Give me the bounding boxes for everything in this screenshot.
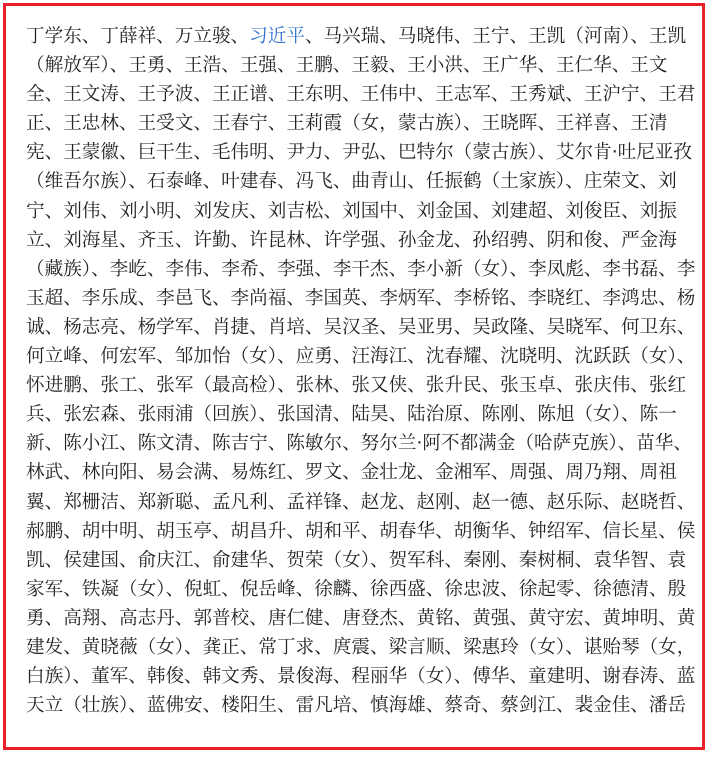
content-frame: [3, 3, 705, 750]
names-after-link: 、马兴瑞、马晓伟、王宁、王凯（河南）、王凯（解放军）、王勇、王浩、王强、王鹏、王毅、王小洪、王广华、王仁华、王文全、王文涛、王予波、王正谱、王东明、王伟中、王志军、王秀斌、王沪宁、王君正、王忠林、王受文、王春宁、王莉霞（女，蒙古族）、王晓晖、王祥喜、王清宪、王蒙徽、巨干生、毛伟明、尹力、尹弘、巴特尔（蒙古族）、艾尔肯·吐尼亚孜（维吾尔族）、石泰峰、叶建春、冯飞、曲青山、任振鹤（土家族）、庄荣文、刘宁、刘伟、刘小明、刘发庆、刘吉松、刘国中、刘金国、刘建超、刘俊臣、刘振立、刘海星、齐玉、许勤、许昆林、许学强、孙金龙、孙绍骋、阴和俊、严金海（藏族）、李屹、李伟、李希、李强、李干杰、李小新（女）、李凤彪、李书磊、李玉超、李乐成、李邑飞、李尚福、李国英、李炳军、李桥铭、李晓红、李鸿忠、杨诚、杨志亮、杨学军、肖捷、肖培、吴汉圣、吴亚男、吴政隆、吴晓军、何卫东、何立峰、何宏军、邹加怡（女）、应勇、汪海江、沈春耀、沈晓明、沈跃跃（女）、怀进鹏、张工、张军（最高检）、张林、张又侠、张升民、张玉卓、张庆伟、张红兵、张宏森、张雨浦（回族）、张国清、陆昊、陆治原、陈刚、陈旭（女）、陈一新、陈小江、陈文清、陈吉宁、陈敏尔、努尔兰·阿不都满金（哈萨克族）、苗华、林武、林向阳、易会满、易炼红、罗文、金壮龙、金湘军、周强、周乃翔、周祖翼、郑栅洁、郑新聪、孟凡利、孟祥锋、赵龙、赵刚、赵一德、赵乐际、赵晓哲、郝鹏、胡中明、胡玉亭、胡昌升、胡和平、胡春华、胡衡华、钟绍军、信长星、侯凯、侯建国、俞庆江、俞建华、贺荣（女）、贺军科、秦刚、秦树桐、袁华智、袁家军、铁凝（女）、倪虹、倪岳峰、徐麟、徐西盛、徐忠波、徐起零、徐德清、殷勇、高翔、高志丹、郭普校、唐仁健、唐登杰、黄铭、黄强、黄守宏、黄坤明、黄建发、黄晓薇（女）、龚正、常丁求、庹震、梁言顺、梁惠玲（女）、谌贻琴（女，白族）、董军、韩俊、韩文秀、景俊海、程丽华（女）、傅华、童建明、谢春涛、蓝天立（壮族）、蓝佛安、楼阳生、雷凡培、慎海雄、蔡奇、蔡剑江、裴金佳、潘岳: [26, 26, 696, 717]
names-before-link: 丁学东、丁薛祥、万立骏、: [26, 26, 250, 47]
name-link[interactable]: 习近平: [249, 26, 305, 47]
member-name-list: [26, 22, 702, 720]
